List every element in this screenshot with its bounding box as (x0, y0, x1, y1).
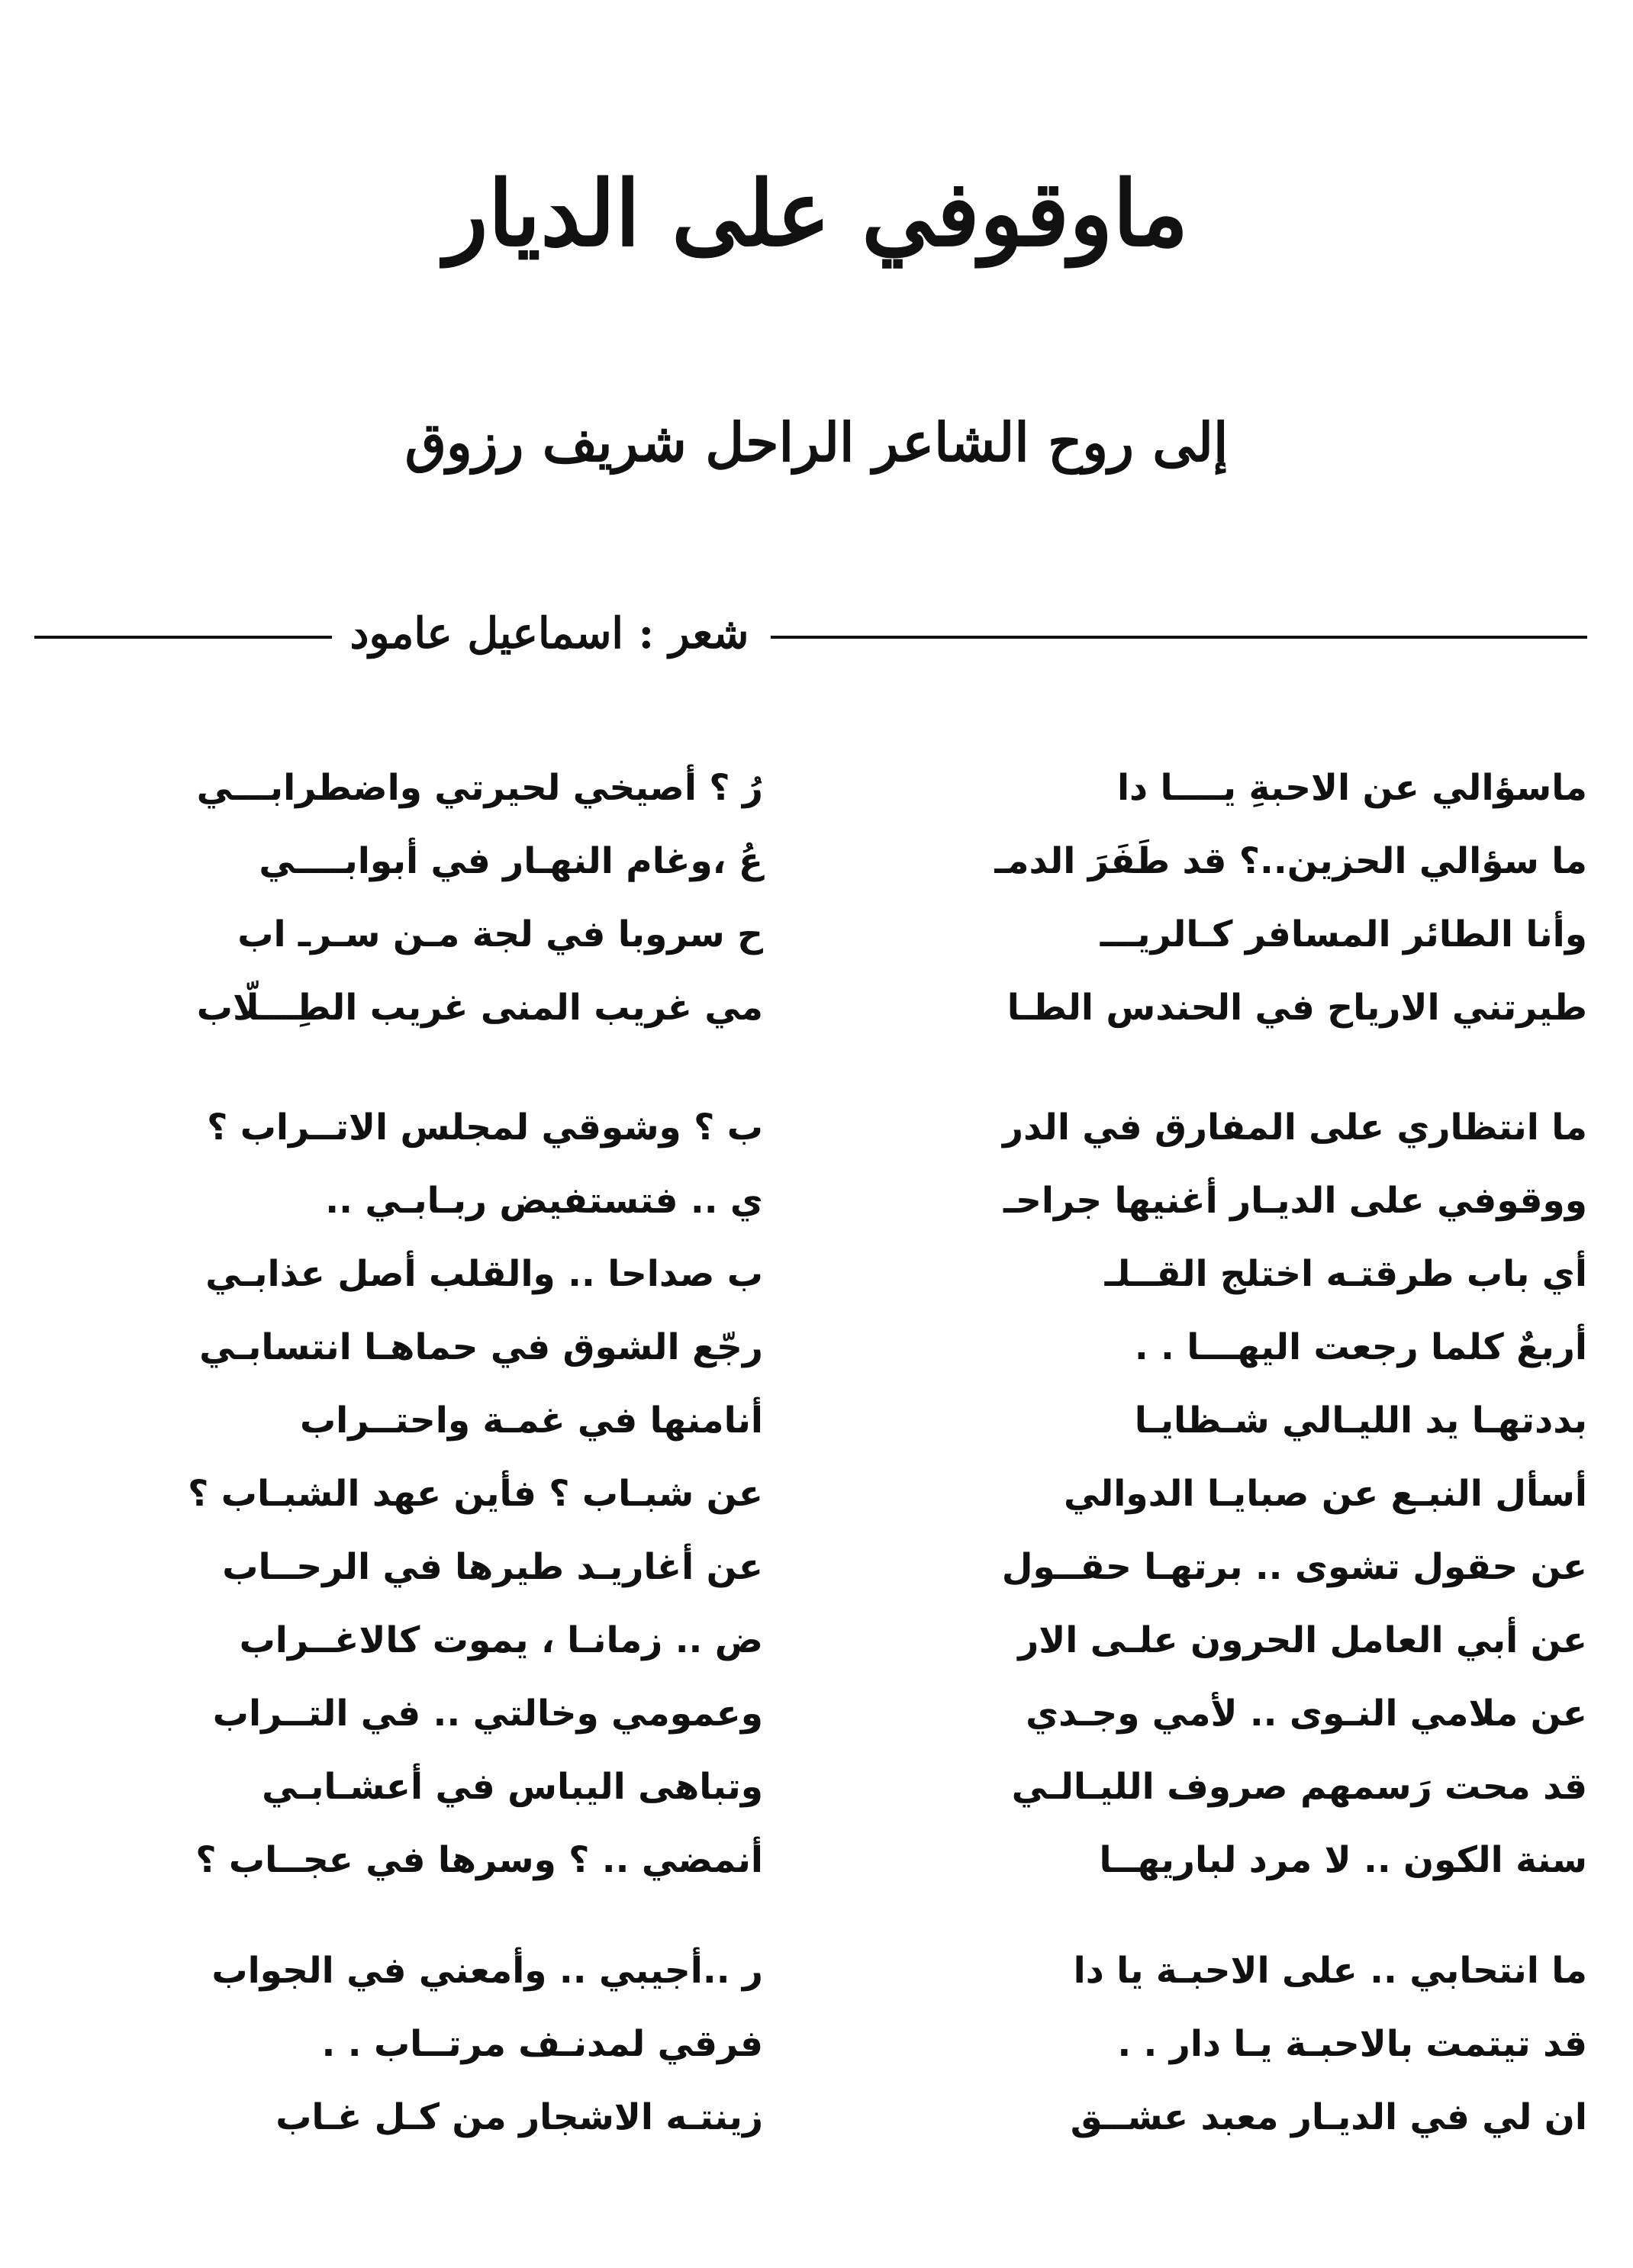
verse-line: أنامنها في غمـة واحتــراب (299, 1400, 763, 1442)
verse-line: ب ؟ وشوقي لمجلس الاتــراب ؟ (207, 1107, 763, 1148)
verse-line: عن أغاريـد طيرها في الرحــاب (222, 1546, 763, 1588)
verse-line: وأنا الطائر المسافر كـالريـــ (1100, 913, 1587, 955)
poem-dedication: إلى روح الشاعر الراحل شريف رزوق (404, 411, 1229, 474)
verse-line: زينتـه الاشجار من كـل غـاب (275, 2096, 763, 2138)
verse-line: رجّع الشوق في حماهـا انتسابـي (199, 1326, 763, 1368)
verse-line: فرقي لمدنـف مرتــاب . . (321, 2023, 763, 2065)
verse-line: رُ ؟ أصيخي لحيرتي واضطرابـــي (196, 767, 763, 809)
stanza-2-right-column (870, 1091, 1587, 1897)
verse-line: أربعٌ كلما رجعت اليهـــا . . (1134, 1326, 1587, 1368)
verse-line: ب صداحا .. والقلب أصل عذابـي (205, 1253, 763, 1295)
stanza-3-left-column (46, 1935, 763, 2154)
verse-line: بددتهـا يد الليـالي شـظايـا (1134, 1400, 1587, 1442)
verse-line: ح سروبا في لجة مـن سـرـ اب (237, 913, 763, 955)
stanza-1-right-column (870, 752, 1587, 1045)
verse-line: ما انتظاري على المفارق في الدر (1002, 1107, 1587, 1148)
verse-line: مي غريب المنى غريب الطِـــلّاب (196, 987, 763, 1029)
divider-rule-left (34, 636, 332, 639)
poem-byline: شعر : اسماعيل عامود (349, 608, 749, 659)
verse-line: أي باب طرقتـه اختلج القــلـ (1104, 1253, 1587, 1295)
verse-line: طيرتني الارياح في الحندس الطـا (1007, 987, 1587, 1029)
divider-rule-right (771, 636, 1587, 639)
verse-line: قد تيتمت بالاحبـة يـا دار . . (1117, 2023, 1587, 2065)
verse-line: ض .. زمانـا ، يموت كالاغــراب (239, 1619, 763, 1661)
verse-line: وتباهى اليباس في أعشـابـي (262, 1766, 763, 1808)
verse-line: ر ..أجيبي .. وأمعني في الجواب (211, 1950, 763, 1992)
stanza-3-right-column (870, 1935, 1587, 2154)
verse-line: عن ملامي النـوى .. لأمي وجـدي (1026, 1693, 1587, 1735)
stanza-1-left-column (46, 752, 763, 1045)
verse-line: ي .. فتستفيض ربـابـي .. (325, 1180, 763, 1222)
verse-line: عن شبـاب ؟ فأين عهد الشبـاب ؟ (188, 1473, 763, 1515)
stanza-2-left-column (46, 1091, 763, 1897)
verse-line: عن أبي العامل الحرون علـى الار (1018, 1619, 1587, 1661)
verse-line: عُ ،وغام النهـار في أبوابــــي (259, 840, 763, 882)
verse-line: ان لي في الديـار معبد عشــق (1070, 2096, 1587, 2138)
verse-line: سنة الكون .. لا مرد لباريهــا (1099, 1839, 1587, 1881)
verse-line: ما انتحابي .. على الاحبـة يا دا (1073, 1950, 1587, 1992)
verse-line: وعمومي وخالتي .. في التــراب (212, 1693, 763, 1735)
verse-line: قد محت رَسمهم صروف الليـالـي (1011, 1766, 1587, 1808)
verse-line: عن حقول تشوى .. برتهـا حقــول (1001, 1546, 1587, 1588)
verse-line: أنمضي .. ؟ وسرها في عجــاب ؟ (195, 1839, 763, 1881)
byline-row (0, 599, 1633, 668)
poem-title: ماوقوفي على الديار (444, 160, 1189, 266)
verse-line: ما سؤالي الحزين..؟ قد طَفَرَ الدمـ (994, 840, 1587, 882)
verse-line: ماسؤالي عن الاحبةِ يــــا دا (1116, 767, 1587, 809)
verse-line: أسأل النبـع عن صبايـا الدوالي (1064, 1473, 1587, 1515)
verse-line: ووقوفي على الديـار أغنيها جراحـ (1003, 1180, 1587, 1222)
